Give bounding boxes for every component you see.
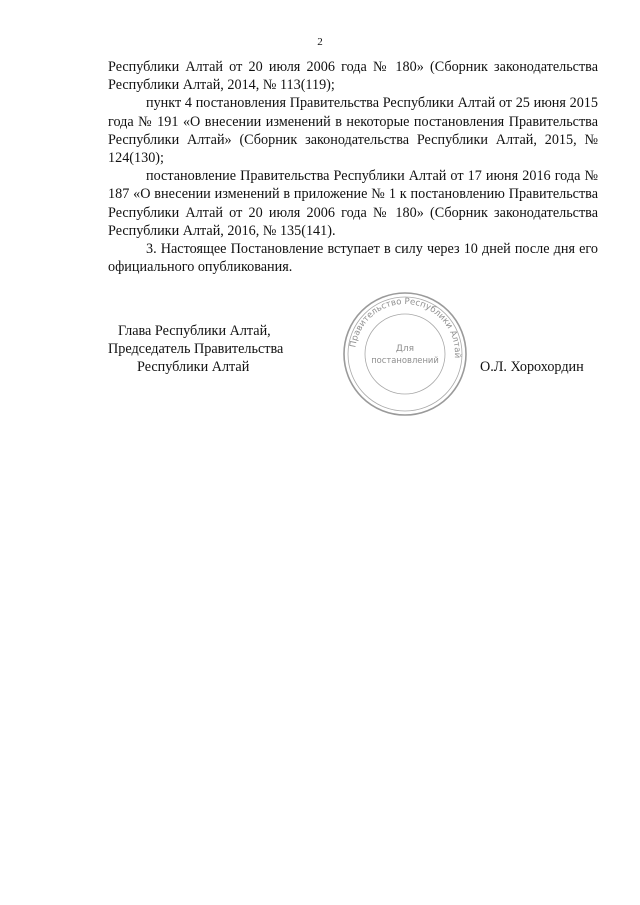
seal-graphic [340,289,470,419]
signatory-title-line: Председатель Правительства [108,341,284,358]
paragraph-item-2015: пункт 4 постановления Правительства Республики Алтай от 25 июня 2015 года № 191 «О внесении изменений в некоторые постановления Правительства Республики Алтай» (Сборник законодательства Республики Алтай, 2015, № 124(130); [108,95,598,167]
seal-center-line: Для [395,344,415,354]
seal-ring-text-path: Правительство Республики Алтай [348,296,463,359]
document-body [108,58,598,276]
seal-center-line: постановлений [371,355,439,365]
signatory-title-line: Республики Алтай [137,359,250,376]
signatory-title [108,322,308,377]
paragraph-item-2016: постановление Правительства Республики Алтай от 17 июня 2016 года № 187 «О внесении изменений в приложение № 1 к постановлению Правительства Республики Алтай от 20 июля 2006 года № 180» (Сборник законодательства Республики Алтай, 2016, № 135(141). [108,168,598,239]
signer-name: О.Л. Хорохордин [480,359,584,375]
page-number: 2 [317,36,323,48]
paragraph-effective-date: 3. Настоящее Постановление вступает в силу через 10 дней после дня его официального опубликования. [108,241,598,276]
signatory-title-line: Глава Республики Алтай, [118,323,271,339]
official-seal-stamp [340,289,470,419]
paragraph-continuation: Республики Алтай от 20 июля 2006 года № 180» (Сборник законодательства Республики Алтай, 2014, № 113(119); [108,59,598,94]
